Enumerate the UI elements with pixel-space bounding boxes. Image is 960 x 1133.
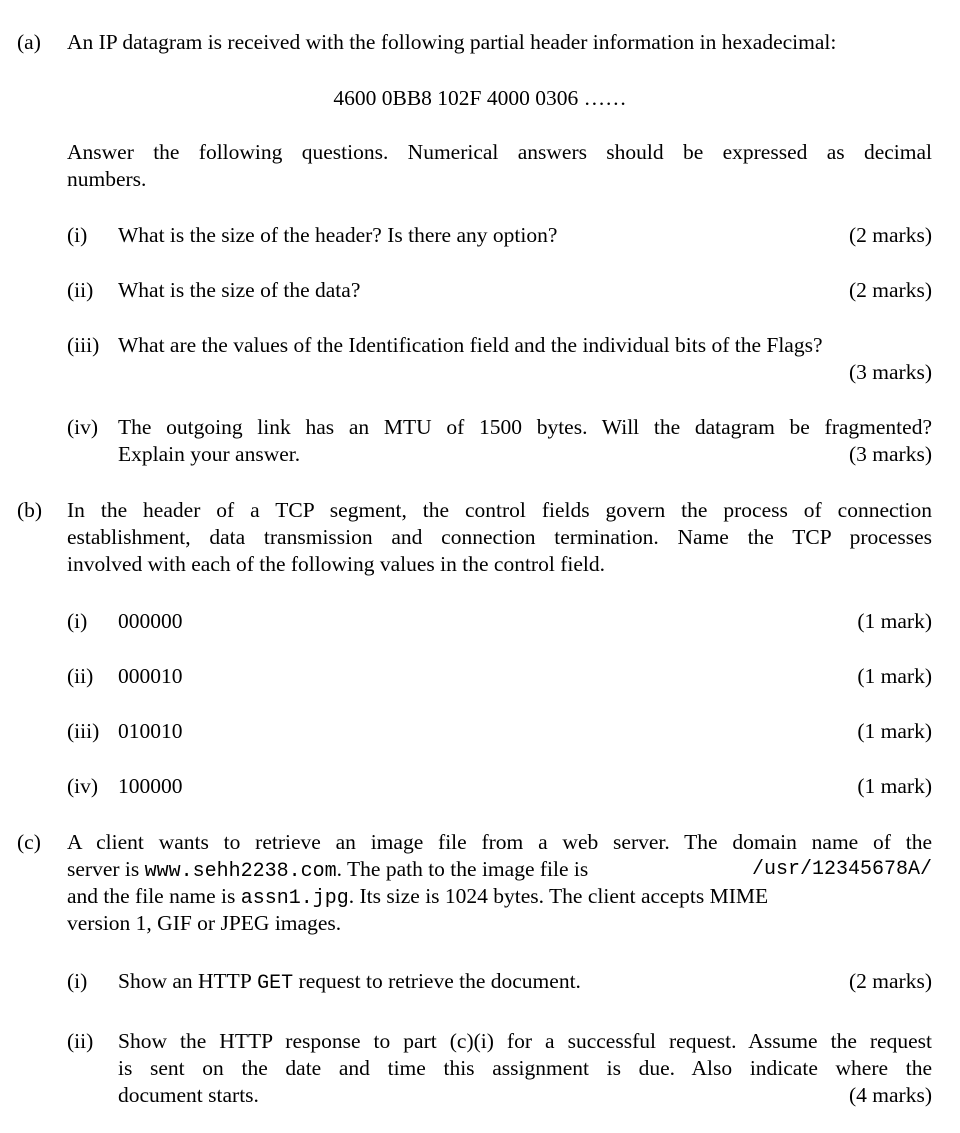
part-b-line2: establishment, data transmission and connection termination. Name the TCP processes: [67, 525, 932, 549]
part-b-line1: In the header of a TCP segment, the control fields govern the process of connection: [67, 498, 932, 522]
question-text: What are the values of the Identification field and the individual bits of the Flags?: [118, 333, 823, 357]
question-number: (i): [67, 609, 88, 633]
marks-label: (1 mark): [857, 774, 932, 798]
part-a-intro: An IP datagram is received with the following partial header information in hexadecimal:: [67, 30, 837, 54]
marks-label: (2 marks): [849, 278, 932, 302]
question-text: What is the size of the data?: [118, 278, 361, 302]
domain-name: www.sehh2238.com: [144, 860, 337, 883]
control-value: 010010: [118, 719, 183, 743]
question-text-line1: The outgoing link has an MTU of 1500 bytes. Will the datagram be fragmented?: [118, 415, 932, 439]
text: Show an HTTP: [118, 969, 252, 993]
marks-label: (2 marks): [849, 223, 932, 247]
part-a-label: (a): [17, 30, 41, 54]
question-number: (ii): [67, 278, 94, 302]
marks-label: (1 mark): [857, 664, 932, 688]
file-name: assn1.jpg: [240, 887, 349, 910]
marks-label: (1 mark): [857, 719, 932, 743]
question-number: (i): [67, 969, 88, 993]
control-value: 000000: [118, 609, 183, 633]
question-number: (iii): [67, 333, 100, 357]
image-path: /usr/12345678A/: [751, 858, 932, 881]
part-c-line1: A client wants to retrieve an image file from a web server. The domain name of the: [67, 830, 932, 854]
text: server is: [67, 857, 140, 881]
question-number: (iv): [67, 774, 99, 798]
marks-label: (3 marks): [849, 360, 932, 384]
hex-header: 4600 0BB8 102F 4000 0306 ……: [333, 86, 627, 110]
text: . Its size is 1024 bytes. The client accepts MIME: [348, 884, 769, 908]
part-c-line3: [67, 883, 932, 912]
text: and the file name is: [67, 884, 236, 908]
question-text-line2: is sent on the date and time this assignment is due. Also indicate where the: [118, 1056, 932, 1080]
question-text-line3: document starts.: [118, 1083, 259, 1107]
marks-label: (1 mark): [857, 609, 932, 633]
question-text-line1: Show the HTTP response to part (c)(i) for a successful request. Assume the request: [118, 1029, 932, 1053]
part-a-instruction-line2: numbers.: [67, 167, 147, 191]
question-number: (i): [67, 223, 88, 247]
question-text: What is the size of the header? Is there any option?: [118, 223, 558, 247]
text: . The path to the image file is: [336, 857, 589, 881]
text: request to retrieve the document.: [298, 969, 581, 993]
part-c-line4: version 1, GIF or JPEG images.: [67, 911, 342, 935]
marks-label: (4 marks): [849, 1083, 932, 1107]
part-c-label: (c): [17, 830, 41, 854]
question-number: (iv): [67, 415, 99, 439]
question-text: [118, 968, 581, 997]
marks-label: (2 marks): [849, 969, 932, 993]
part-b-label: (b): [17, 498, 43, 522]
marks-label: (3 marks): [849, 442, 932, 466]
part-b-line3: involved with each of the following values in the control field.: [67, 552, 605, 576]
control-value: 000010: [118, 664, 183, 688]
question-number: (ii): [67, 1029, 94, 1053]
question-number: (iii): [67, 719, 100, 743]
question-number: (ii): [67, 664, 94, 688]
http-method: GET: [257, 972, 294, 995]
control-value: 100000: [118, 774, 183, 798]
part-c-line2: [67, 856, 932, 885]
part-a-instruction-line1: Answer the following questions. Numerical answers should be expressed as decimal: [67, 140, 932, 164]
question-text-line2: Explain your answer.: [118, 442, 301, 466]
